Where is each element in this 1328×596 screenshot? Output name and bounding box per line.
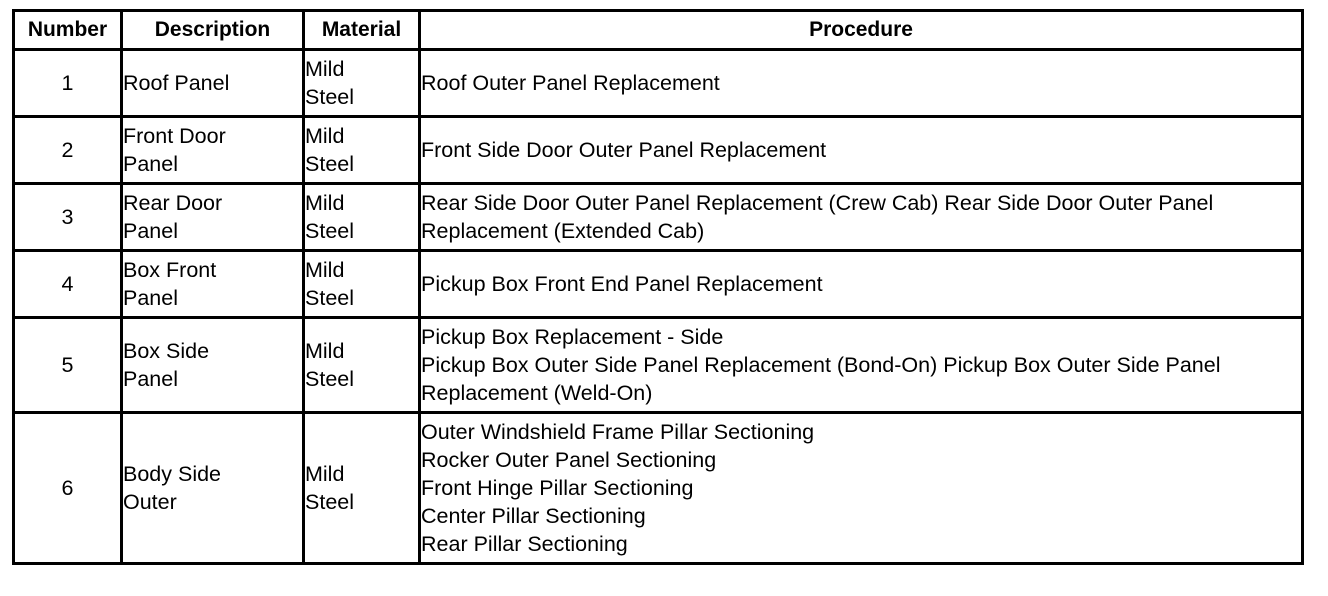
row-description <box>122 318 304 413</box>
procedure-line: Roof Outer Panel Replacement <box>421 71 720 95</box>
row-description <box>122 50 304 117</box>
table-row <box>14 318 1303 413</box>
row-description <box>122 117 304 184</box>
row-number: 1 <box>14 50 122 117</box>
table-row <box>14 117 1303 184</box>
row-material <box>304 50 420 117</box>
description-text: Body Side Outer <box>123 462 222 514</box>
column-header-description: Description <box>122 11 304 50</box>
row-procedure <box>420 251 1303 318</box>
row-number: 6 <box>14 413 122 564</box>
column-header-procedure: Procedure <box>420 11 1303 50</box>
row-procedure <box>420 318 1303 413</box>
procedure-line: Rear Pillar Sectioning <box>421 532 628 556</box>
table-row <box>14 251 1303 318</box>
row-material <box>304 413 420 564</box>
parts-procedure-table <box>12 9 1304 565</box>
row-description <box>122 184 304 251</box>
procedure-line: Front Side Door Outer Panel Replacement <box>421 138 827 162</box>
description-text: Rear Door Panel <box>123 191 223 243</box>
material-text: Mild Steel <box>305 124 355 176</box>
material-text: Mild Steel <box>305 339 355 391</box>
row-number: 4 <box>14 251 122 318</box>
row-material <box>304 117 420 184</box>
material-text: Mild Steel <box>305 258 355 310</box>
description-text: Front Door Panel <box>123 124 226 176</box>
procedure-line: Pickup Box Outer Side Panel Replacement (Bond-On) Pickup Box Outer Side Panel Replacement (Weld-On) <box>421 353 1221 405</box>
row-number: 2 <box>14 117 122 184</box>
material-text: Mild Steel <box>305 462 355 514</box>
procedure-line: Center Pillar Sectioning <box>421 504 646 528</box>
procedure-line: Rear Side Door Outer Panel Replacement (Crew Cab) Rear Side Door Outer Panel Replacement (Extended Cab) <box>421 191 1214 243</box>
row-material <box>304 251 420 318</box>
procedure-line: Front Hinge Pillar Sectioning <box>421 476 694 500</box>
row-description <box>122 251 304 318</box>
row-number: 3 <box>14 184 122 251</box>
table-row <box>14 50 1303 117</box>
row-procedure <box>420 413 1303 564</box>
procedure-line: Pickup Box Front End Panel Replacement <box>421 272 823 296</box>
procedure-line: Rocker Outer Panel Sectioning <box>421 448 717 472</box>
row-procedure <box>420 184 1303 251</box>
table-header-row <box>14 11 1303 50</box>
column-header-number: Number <box>14 11 122 50</box>
table-row <box>14 184 1303 251</box>
description-text: Box Side Panel <box>123 339 210 391</box>
row-procedure <box>420 117 1303 184</box>
procedure-line: Pickup Box Replacement - Side <box>421 325 724 349</box>
material-text: Mild Steel <box>305 191 355 243</box>
row-description <box>122 413 304 564</box>
description-text: Box Front Panel <box>123 258 217 310</box>
material-text: Mild Steel <box>305 57 355 109</box>
row-number: 5 <box>14 318 122 413</box>
column-header-material: Material <box>304 11 420 50</box>
row-material <box>304 318 420 413</box>
procedure-line: Outer Windshield Frame Pillar Sectioning <box>421 420 815 444</box>
table-row <box>14 413 1303 564</box>
row-procedure <box>420 50 1303 117</box>
row-material <box>304 184 420 251</box>
description-text: Roof Panel <box>123 71 230 95</box>
